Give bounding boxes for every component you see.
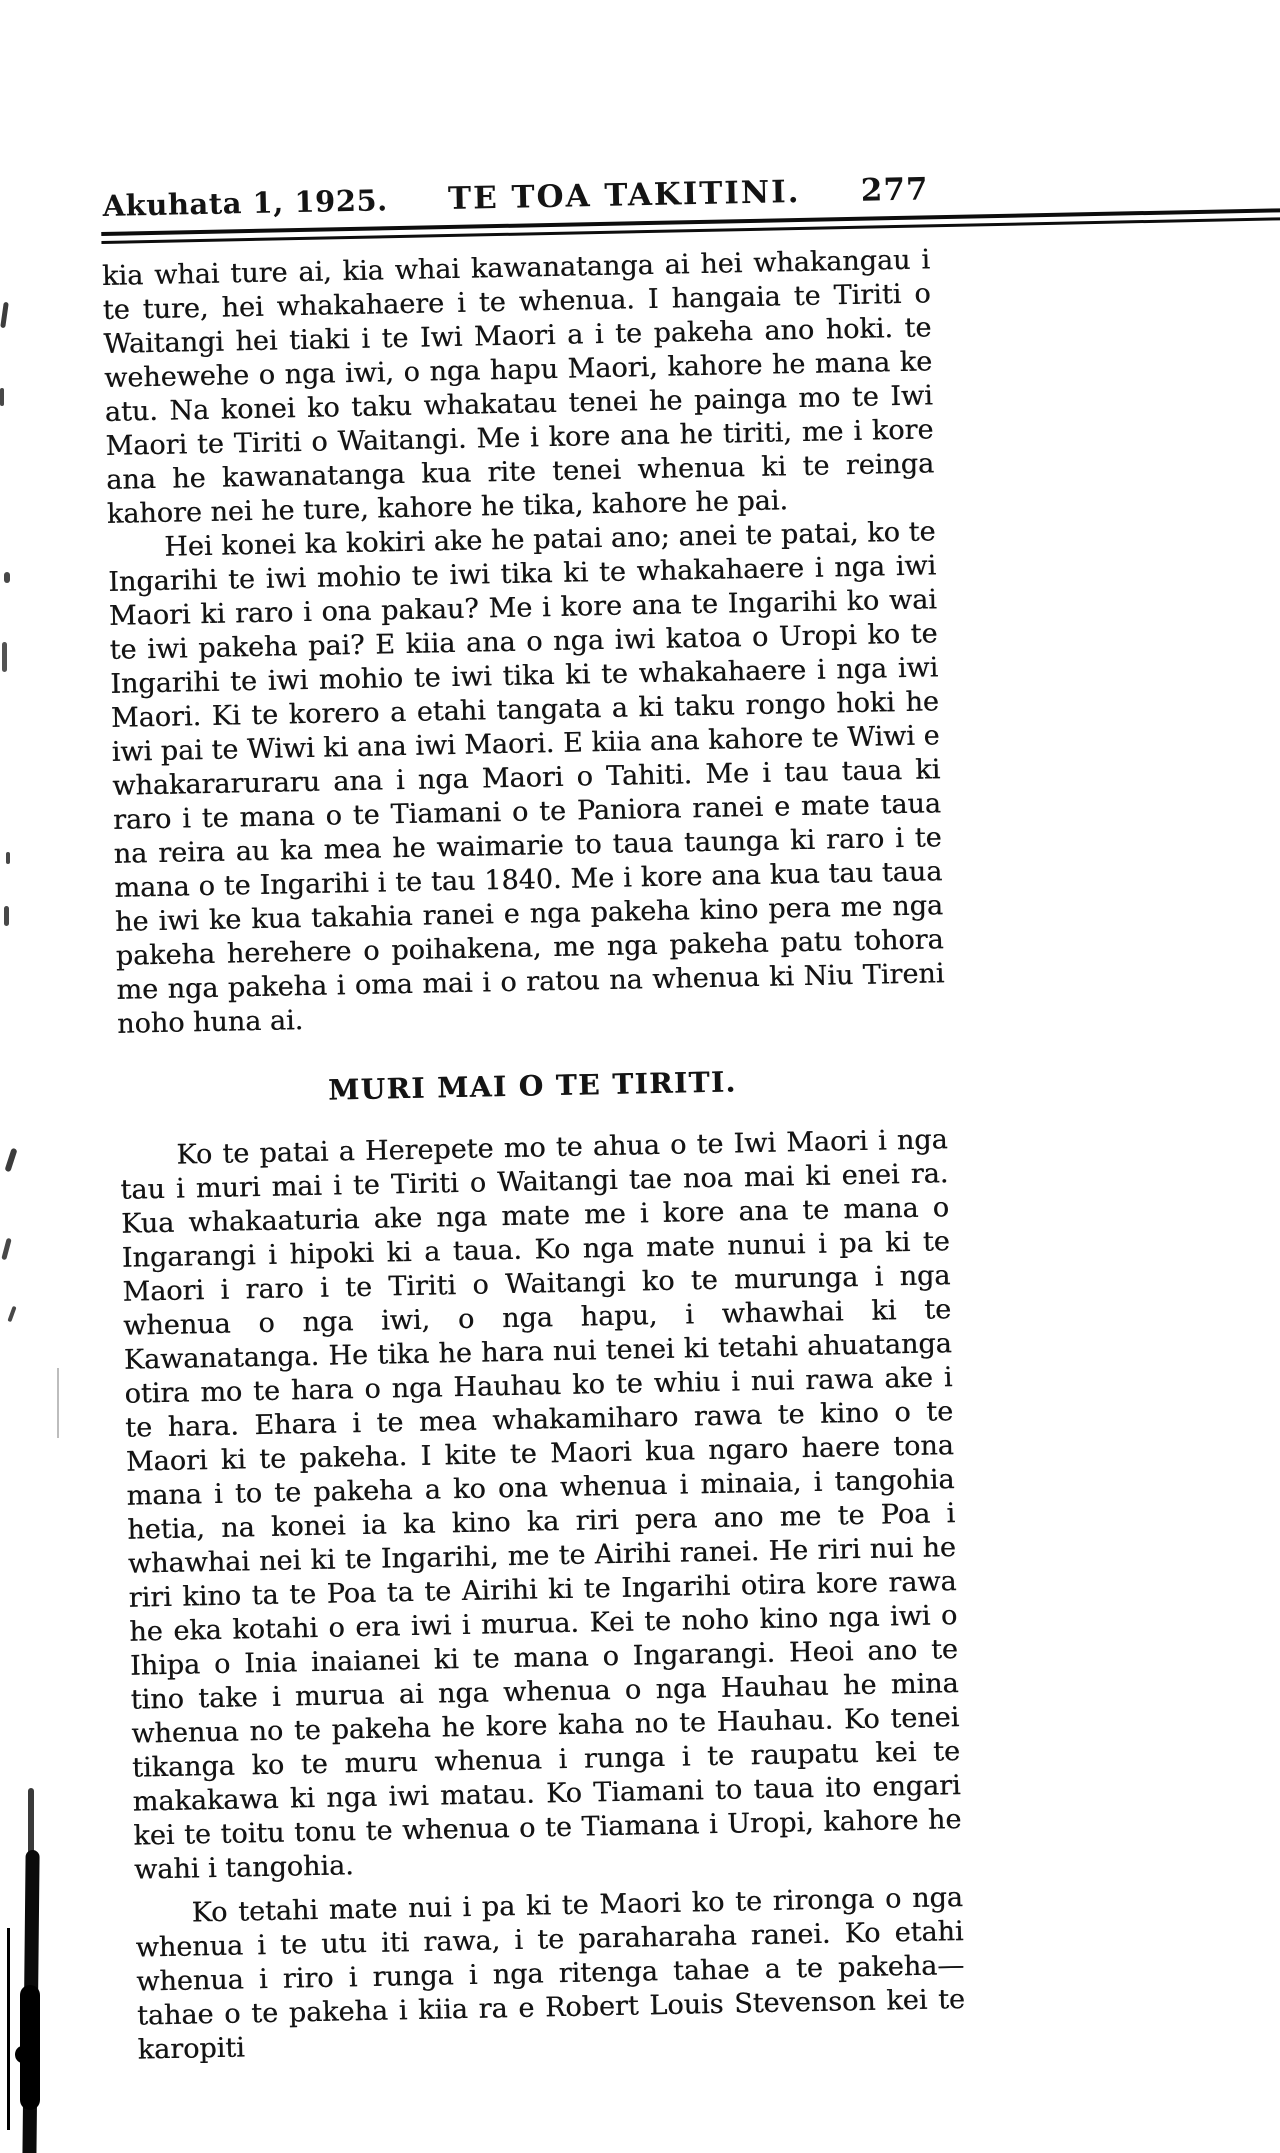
scan-speck [1, 1238, 12, 1261]
scan-speck [4, 1148, 17, 1173]
scan-speck [4, 572, 10, 583]
ink-dot [15, 2046, 30, 2063]
issue-date: Akuhata 1, 1925. [102, 183, 389, 223]
paragraph: Ko te patai a Herepete mo te ahua o te Iwi Maori i nga tau i muri mai i te Tiriti o Waitangi tae noa mai ki enei ra. Kua whakaaturia ake nga mate me i kore ana te mana o Ingarangi i hipoki ki a taua. Ko nga mate nunui i pa ki te Maori i raro i te Tiriti o Waitangi ko te murunga i nga whenua o nga iwi, o nga hapu, i whawhai ki te Kawanatanga. He tika he hara nui tenei ki tetahi ahuatanga otira mo te hara o nga Hauhau ko te whiu i nui rawa ake i te hara. Ehara i te mea whakamiharo rawa te kino o te Maori ki te pakeha. I kite te Maori kua ngaro haere tona mana i to te pakeha a ko ona whenua i minaia, i tangohia hetia, na konei ia ka kino ka riri pera ano me te Poa i whawhai nei ki te Ingarihi, me te Airihi ranei. He riri nui he riri kino ta te Poa ta te Airihi ki te Ingarihi otira kore rawa he eka kotahi o era iwi i murua. Kei te noho kino nga iwi o Ihipa o Inia inaianei ki te mana o Ingarangi. Heoi ano te tino take i murua ai nga whenua o nga Hauhau he mina whenua no te pakeha he kore kaha no te Hauhau. Ko tenei tikanga ko te muru whenua i runga i te raupatu kei te makakawa ki nga iwi matau. Ko Tiamani to taua ito engari kei te toitu tonu te whenua o te Tiamana i Uropi, kahore he wahi i tangohia. [120, 1124, 962, 1886]
publication-title: TE TOA TAKITINI. [447, 173, 801, 218]
scan-speck [0, 302, 9, 328]
article-body [102, 243, 966, 2067]
scan-speck [4, 906, 9, 926]
paragraph-continuation: kia whai ture ai, kia whai kawanatanga ai hei whakangau i te ture, hei whakahaere i te whenua. I hangaia te Tiriti o Waitangi hei tiaki i te Iwi Maori a i te pakeha ano hoki. te wehewehe o nga iwi, o nga hapu Maori, kahore he mana ke atu. Na konei ko taku whakatau tenei he painga mo te Iwi Maori te Tiriti o Waitangi. Me i kore ana he tiriti, me i kore ana he kawanatanga kua rite tenei whenua ki te reinga kahore nei he ture, kahore he tika, kahore he pai. [101, 244, 935, 530]
scan-speck [2, 642, 7, 672]
paragraph: Ko tetahi mate nui i pa ki te Maori ko te rironga o nga whenua i te utu iti rawa, i te paraharaha ranei. Ko etahi whenua i riro i runga i nga ritenga tahae a te pakeha—tahae o te pakeha i kiia ra e Robert Louis Stevenson kei te karopiti [135, 1882, 966, 2066]
section-heading: MURI MAI O TE TIRITI. [327, 1065, 738, 1107]
scan-speck [0, 388, 4, 406]
scan-faint-line [57, 1368, 59, 1438]
page-number: 277 [860, 171, 929, 209]
scan-speck [7, 1306, 16, 1322]
paragraph: Hei konei ka kokiri ake he patai ano; anei te patai, ko te Ingarihi te iwi mohio te iwi tika ki te whakahaere i nga iwi Maori ki raro i ona pakau? Me i kore ana te Ingarihi ko wai te iwi pakeha pai? E kiia ana o nga iwi katoa o Uropi ko te Ingarihi te iwi mohio te iwi tika ki te whakahaere i nga iwi Maori. Ki te korero a etahi tangata a ki taku rongo hoki he iwi pai te Wiwi ki ana iwi Maori. E kiia ana kahore te Wiwi e whakararuraru ana i nga Maori o Tahiti. Me i tau taua ki raro i te mana o te Tiamani o te Paniora ranei e mate taua na reira au ka mea he waimarie to taua taunga ki raro i te mana o te Ingarihi i te tau 1840. Me i kore ana kua tau taua he iwi ke kua takahia ranei e nga pakeha kino pera me nga pakeha herehere o poihakena, me nga pakeha patu tohora me nga pakeha i oma mai i o ratou na whenua ki Niu Tireni noho huna ai. [107, 516, 945, 1040]
scan-line [7, 1928, 10, 2130]
scan-speck [6, 852, 10, 864]
page-content [100, 153, 966, 2067]
